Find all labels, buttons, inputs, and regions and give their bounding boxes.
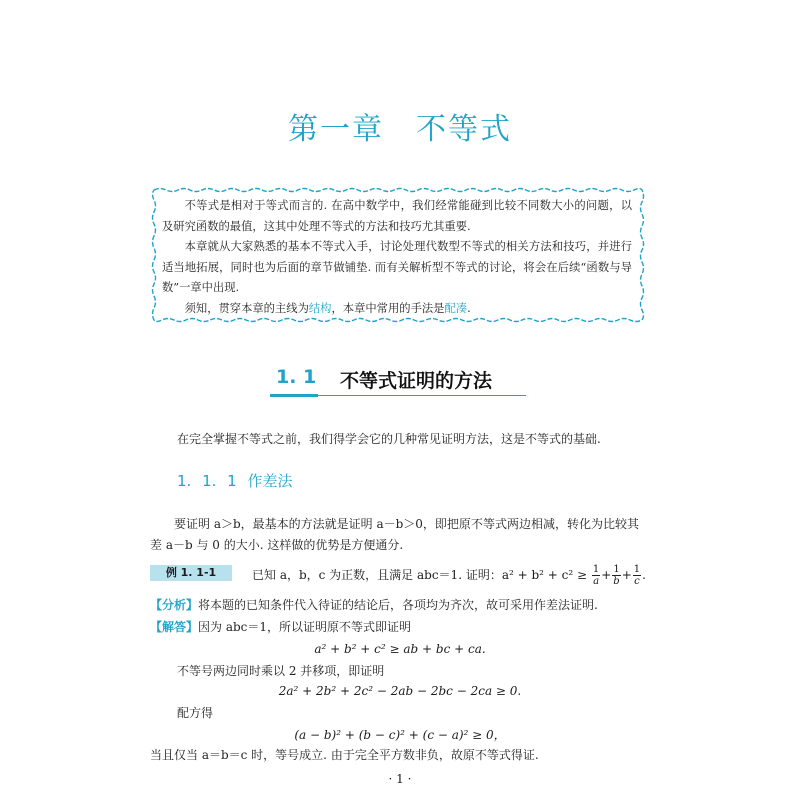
section-underline [318, 395, 526, 396]
intro-box [150, 186, 646, 324]
section-title: 不等式证明的方法 [340, 370, 493, 392]
fraction-1-over-c: $\frac{1}{c}$ [633, 564, 641, 587]
intro-paragraph-3 [162, 299, 632, 320]
chapter-title: 第一章 不等式 [288, 112, 512, 147]
paragraph-subtraction-method: 要证明 a＞b，最基本的方法就是证明 a－b＞0，即把原不等式两边相减，转化为比较其差 a－b 与 0 的大小. 这样做的优势是方便通分. [150, 517, 639, 552]
subsection-title: 作差法 [247, 472, 293, 490]
section-heading [270, 366, 530, 396]
analysis-text: 将本题的已知条件代入待证的结论后，各项均为齐次，故可采用作差法证明. [198, 598, 598, 612]
section-number: 1. 1 [276, 366, 317, 388]
example-row [150, 560, 670, 590]
intro-paragraph-2: 本章就从大家熟悉的基本不等式入手，讨论处理代数型不等式的相关方法和技巧，并进行适当地拓展，同时也为后面的章节做铺垫. 而有关解析型不等式的讨论，将会在后续“函数与导数”一章中出现. [162, 240, 632, 294]
highlight-structure: 结构 [308, 301, 332, 315]
intro-p3-suffix: . [467, 301, 471, 315]
section-underline-accent [270, 394, 318, 397]
equation-3: (a − b)² + (b − c)² + (c − a)² ≥ 0， [294, 728, 506, 742]
subsection-heading [177, 470, 293, 491]
solution-text: 因为 abc＝1，所以证明原不等式即证明 [198, 620, 412, 634]
fraction-1-over-b: $\frac{1}{b}$ [613, 564, 620, 587]
section-intro: 在完全掌握不等式之前，我们得学会它的几种常见证明方法，这是不等式的基础. [177, 432, 601, 446]
example-statement: 已知 a，b，c 为正数，且满足 abc＝1. 证明：a² + b² + c² ≥ $\frac{1}{a}$ + $\frac{1}{b}$ + $\frac{1}{c}$ . [252, 564, 646, 587]
conclusion-text: 当且仅当 a＝b＝c 时，等号成立. 由于完全平方数非负，故原不等式得证. [150, 748, 539, 762]
solution-tag: 【解答】 [150, 620, 199, 634]
solution-line [150, 618, 411, 635]
page-number: · 1 · [388, 772, 412, 786]
intro-text [162, 196, 632, 319]
intro-p3-prefix: 须知，贯穿本章的主线为 [184, 301, 309, 315]
example-text: 已知 a，b，c 为正数，且满足 abc＝1. 证明：a² + b² + c² ≥ [252, 568, 588, 582]
analysis-tag: 【分析】 [150, 598, 199, 612]
subsection-number: 1. 1. 1 [177, 472, 237, 490]
equation-2: 2a² + 2b² + 2c² − 2ab − 2bc − 2ca ≥ 0. [278, 684, 522, 698]
equation-1: a² + b² + c² ≥ ab + bc + ca. [314, 642, 486, 656]
intro-paragraph-1: 不等式是相对于等式而言的. 在高中数学中，我们经常能碰到比较不同数大小的问题，以及研究函数的最值，这其中处理不等式的方法和技巧尤其重要. [162, 199, 632, 233]
step-2-text: 配方得 [177, 706, 214, 720]
analysis-line [150, 596, 598, 613]
step-1-text: 不等号两边同时乘以 2 并移项，即证明 [177, 664, 385, 678]
intro-p3-middle: ，本章中常用的手法是 [331, 301, 445, 315]
highlight-complete: 配凑 [444, 301, 468, 315]
example-end: . [642, 568, 646, 582]
example-badge: 例 1. 1-1 [150, 565, 232, 581]
fraction-1-over-a: $\frac{1}{a}$ [592, 564, 600, 587]
